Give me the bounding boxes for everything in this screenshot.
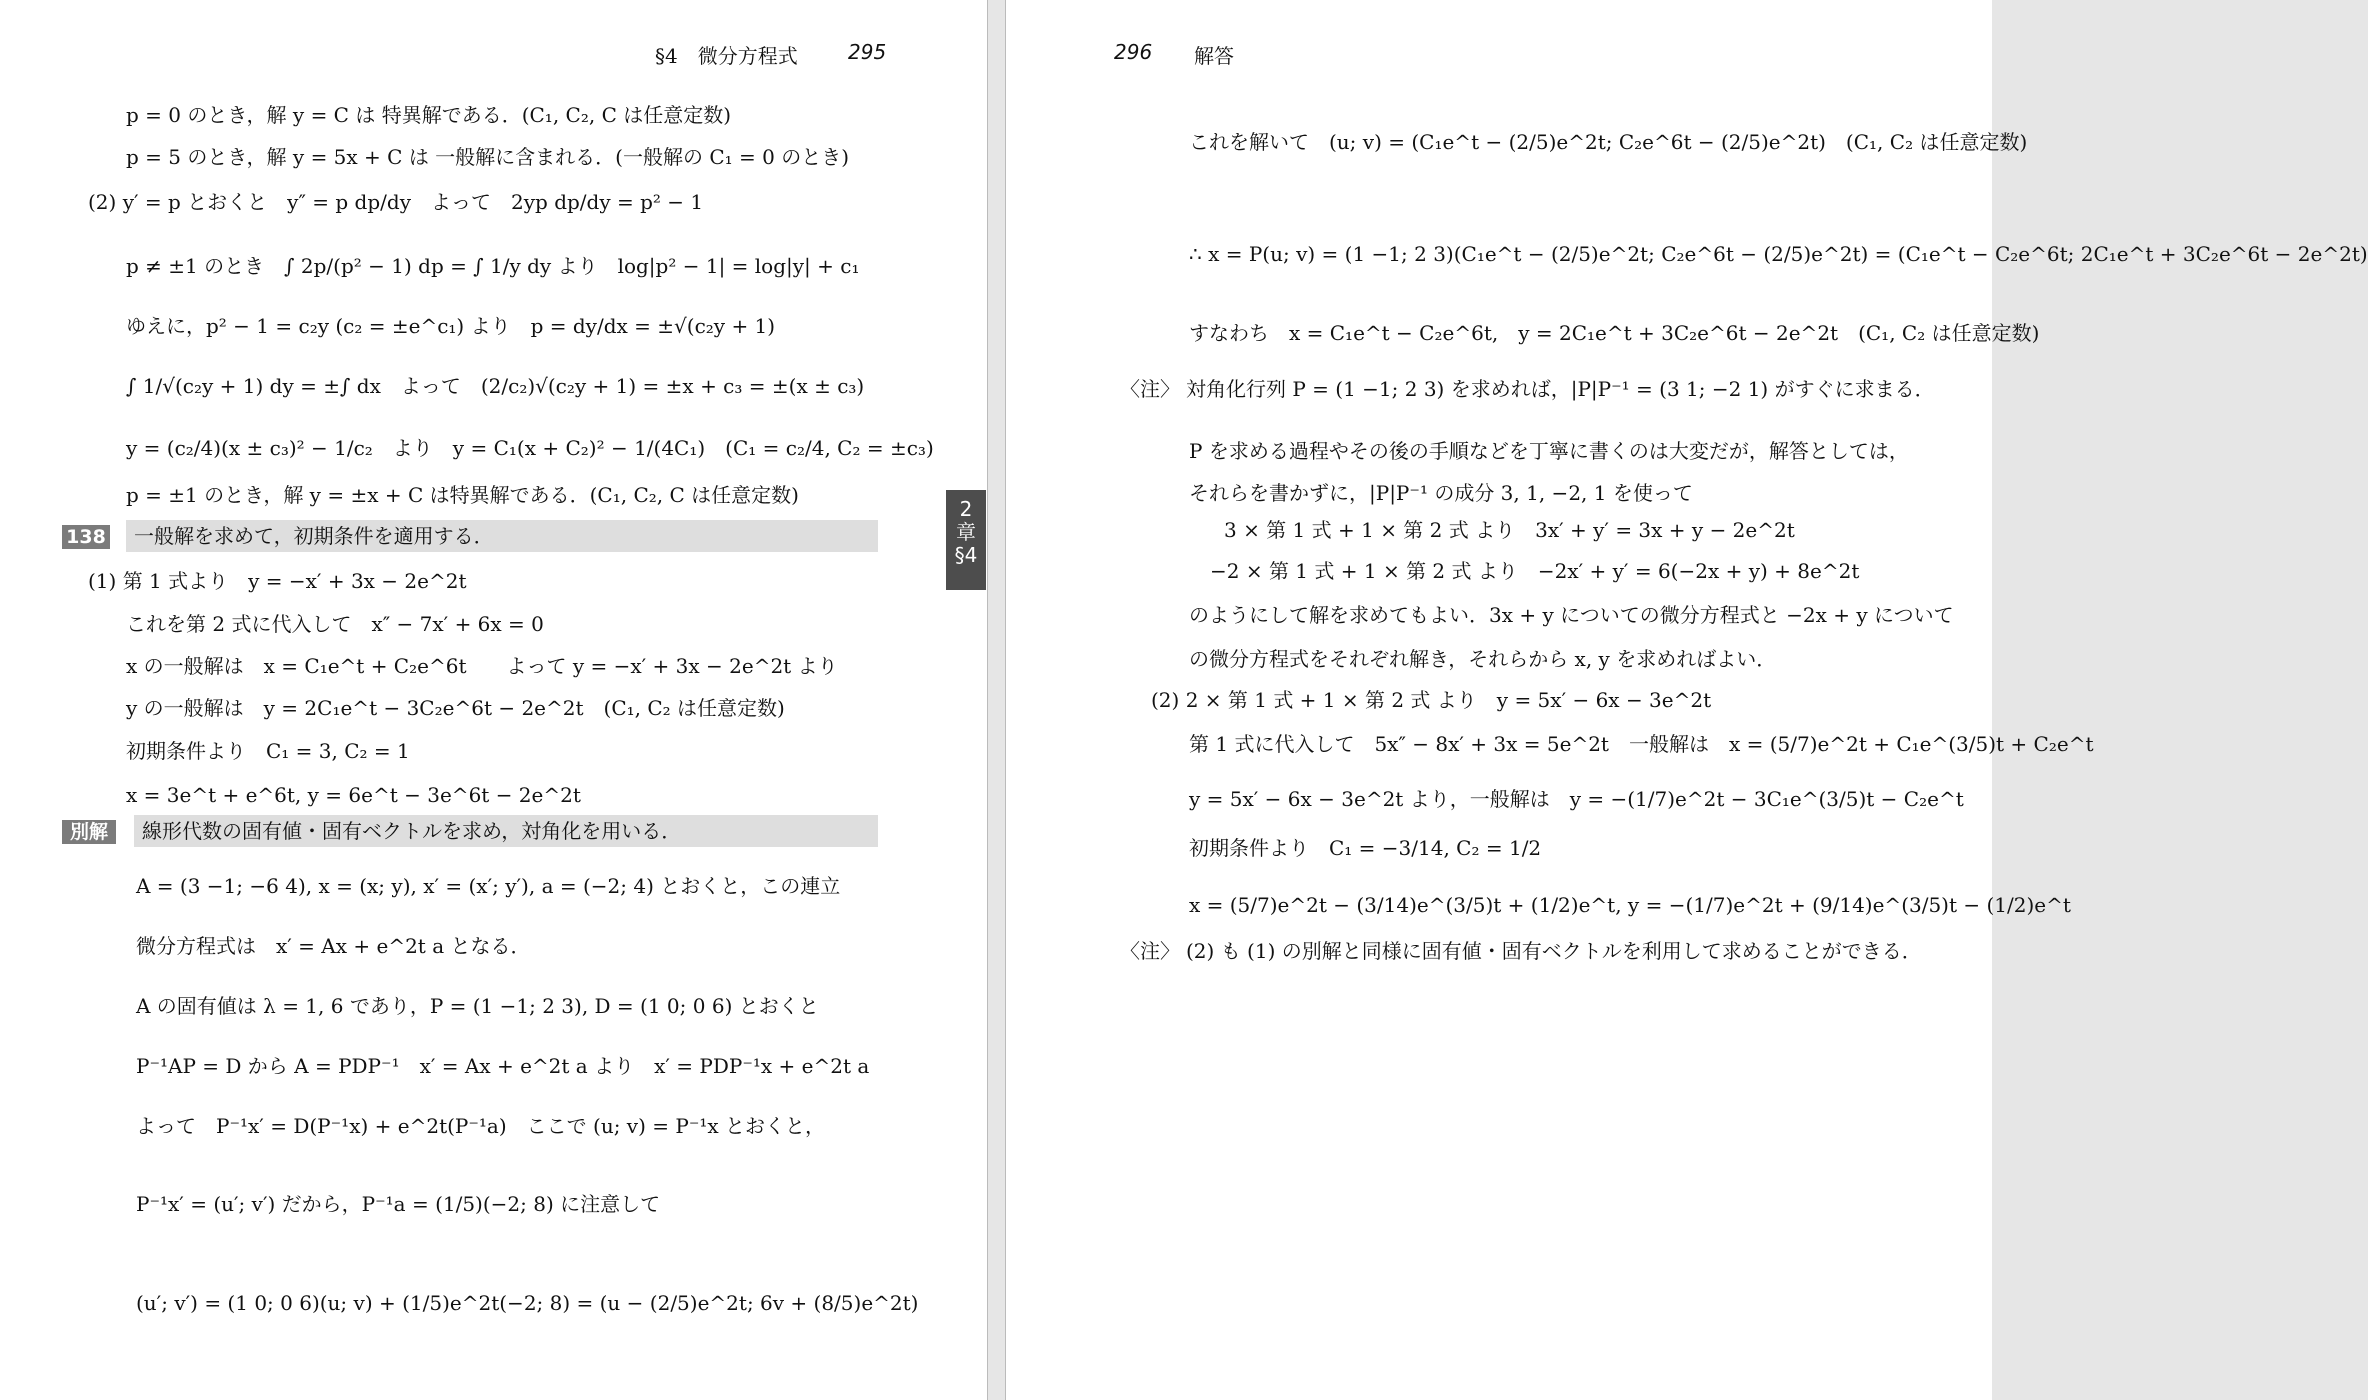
note-line: の微分方程式をそれぞれ解き，それらから x, y を求めればよい．	[1189, 647, 1777, 671]
solution-line: A = (3 −1; −6 4), x = (x; y), x′ = (x′; y′), a = (−2; 4) とおくと，この連立	[136, 874, 841, 898]
note-line: (2) も (1) の別解と同様に固有値・固有ベクトルを利用して求めることができる．	[1186, 939, 1922, 963]
note-label: 〈注〉	[1120, 939, 1180, 963]
note-line: 3 × 第 1 式 + 1 × 第 2 式 より 3x′ + y′ = 3x + y − 2e^2t	[1224, 518, 1795, 542]
solution-line: x の一般解は x = C₁e^t + C₂e^6t よって y = −x′ + 3x − 2e^2t より	[126, 654, 838, 678]
solution-line: P⁻¹AP = D から A = PDP⁻¹ x′ = Ax + e^2t a より x′ = PDP⁻¹x + e^2t a	[136, 1054, 870, 1078]
solution-line: 初期条件より C₁ = 3, C₂ = 1	[126, 739, 410, 763]
solution-line: ゆえに，p² − 1 = c₂y (c₂ = ±e^c₁) より p = dy/dx = ±√(c₂y + 1)	[126, 314, 776, 338]
solution-line: これを第 2 式に代入して x″ − 7x′ + 6x = 0	[126, 612, 544, 636]
page-header-section: §4 微分方程式	[655, 44, 798, 68]
problem-heading: 一般解を求めて，初期条件を適用する．	[134, 524, 494, 548]
solution-line: これを解いて (u; v) = (C₁e^t − (2/5)e^2t; C₂e^6t − (2/5)e^2t) (C₁, C₂ は任意定数)	[1189, 130, 2028, 154]
solution-line: 初期条件より C₁ = −3/14, C₂ = 1/2	[1189, 836, 1542, 860]
solution-line: (2) 2 × 第 1 式 + 1 × 第 2 式 より y = 5x′ − 6x − 3e^2t	[1151, 688, 1712, 712]
note-line: のようにして解を求めてもよい．3x + y についての微分方程式と −2x + y について	[1189, 603, 1954, 627]
page-number: 296	[1114, 40, 1153, 64]
alternate-solution-badge: 別解	[62, 820, 116, 844]
problem-number-badge: 138	[62, 525, 110, 549]
solution-line: p = 5 のとき，解 y = 5x + C は 一般解に含まれる．(一般解の C₁ = 0 のとき)	[126, 145, 850, 169]
solution-line: p = 0 のとき，解 y = C は 特異解である．(C₁, C₂, C は任意定数)	[126, 103, 732, 127]
solution-line: P⁻¹x′ = (u′; v′) だから，P⁻¹a = (1/5)(−2; 8) に注意して	[136, 1192, 661, 1216]
note-line: それらを書かずに，|P|P⁻¹ の成分 3, 1, −2, 1 を使って	[1189, 481, 1693, 505]
solution-line: x = 3e^t + e^6t, y = 6e^t − 3e^6t − 2e^2t	[126, 783, 581, 807]
right-page	[1005, 0, 2368, 1400]
chapter-number: 2	[959, 497, 973, 521]
note-line: −2 × 第 1 式 + 1 × 第 2 式 より −2x′ + y′ = 6(−2x + y) + 8e^2t	[1210, 559, 1860, 583]
solution-line: (1) 第 1 式より y = −x′ + 3x − 2e^2t	[88, 569, 467, 593]
solution-line: p = ±1 のとき，解 y = ±x + C は特異解である．(C₁, C₂, C は任意定数)	[126, 483, 799, 507]
solution-line: ∫ 1/√(c₂y + 1) dy = ±∫ dx よって (2/c₂)√(c₂y + 1) = ±x + c₃ = ±(x ± c₃)	[126, 374, 865, 398]
alternate-heading: 線形代数の固有値・固有ベクトルを求め，対角化を用いる．	[142, 819, 682, 843]
page-number: 295	[848, 40, 887, 64]
solution-line: すなわち x = C₁e^t − C₂e^6t, y = 2C₁e^t + 3C₂e^6t − 2e^2t (C₁, C₂ は任意定数)	[1189, 321, 2040, 345]
solution-line: ∴ x = P(u; v) = (1 −1; 2 3)(C₁e^t − (2/5)e^2t; C₂e^6t − (2/5)e^2t) = (C₁e^t − C₂e^6t; 2C₁e^t + 3C₂e^6t − 2e^2t)	[1189, 242, 2368, 266]
solution-line: (2) y′ = p とおくと y″ = p dp/dy よって 2yp dp/dy = p² − 1	[88, 190, 704, 214]
left-page	[0, 0, 988, 1400]
solution-line: y の一般解は y = 2C₁e^t − 3C₂e^6t − 2e^2t (C₁, C₂ は任意定数)	[126, 696, 785, 720]
chapter-section: §4	[954, 543, 978, 567]
solution-line: よって P⁻¹x′ = D(P⁻¹x) + e^2t(P⁻¹a) ここで (u; v) = P⁻¹x とおくと，	[136, 1114, 826, 1138]
note-line: P を求める過程やその後の手順などを丁寧に書くのは大変だが，解答としては，	[1189, 439, 1909, 463]
solution-line: x = (5/7)e^2t − (3/14)e^(3/5)t + (1/2)e^t, y = −(1/7)e^2t + (9/14)e^(3/5)t − (1/2)e^t	[1189, 893, 2071, 917]
solution-line: A の固有値は λ = 1, 6 であり，P = (1 −1; 2 3), D = (1 0; 0 6) とおくと	[136, 994, 819, 1018]
solution-line: y = (c₂/4)(x ± c₃)² − 1/c₂ より y = C₁(x + C₂)² − 1/(4C₁) (C₁ = c₂/4, C₂ = ±c₃)	[126, 436, 934, 460]
solution-line: y = 5x′ − 6x − 3e^2t より，一般解は y = −(1/7)e^2t − 3C₁e^(3/5)t − C₂e^t	[1189, 787, 1964, 811]
solution-line: 微分方程式は x′ = Ax + e^2t a となる．	[136, 934, 531, 958]
page-header-section: 解答	[1194, 44, 1234, 68]
chapter-char: 章	[956, 520, 976, 544]
note-label: 〈注〉	[1120, 377, 1180, 401]
chapter-tab	[946, 490, 986, 590]
solution-line: p ≠ ±1 のとき ∫ 2p/(p² − 1) dp = ∫ 1/y dy より log|p² − 1| = log|y| + c₁	[126, 254, 860, 278]
solution-line: (u′; v′) = (1 0; 0 6)(u; v) + (1/5)e^2t(−2; 8) = (u − (2/5)e^2t; 6v + (8/5)e^2t)	[136, 1291, 919, 1315]
solution-line: 第 1 式に代入して 5x″ − 8x′ + 3x = 5e^2t 一般解は x = (5/7)e^2t + C₁e^(3/5)t + C₂e^t	[1189, 732, 2094, 756]
note-line: 対角化行列 P = (1 −1; 2 3) を求めれば，|P|P⁻¹ = (3 1; −2 1) がすぐに求まる．	[1186, 377, 1935, 401]
